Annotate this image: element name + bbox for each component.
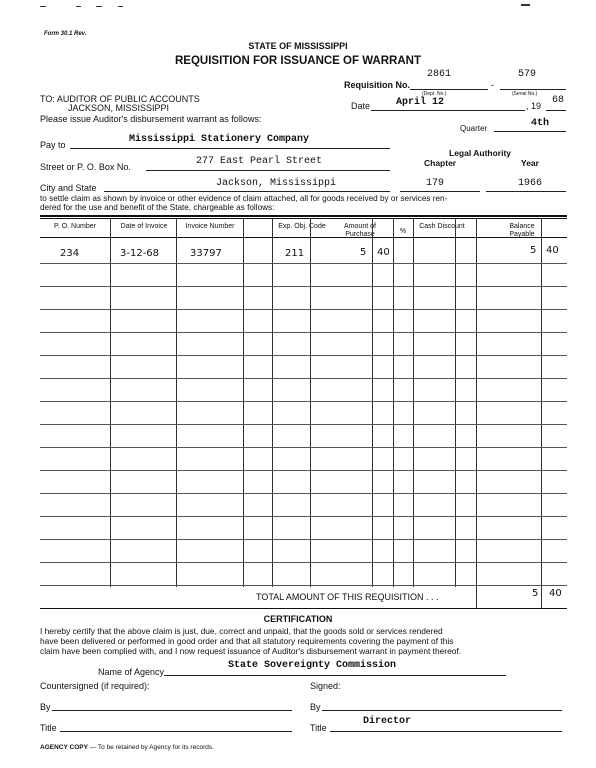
form-title: REQUISITION FOR ISSUANCE OF WARRANT bbox=[175, 55, 421, 67]
signed-label: Signed: bbox=[310, 681, 341, 691]
city-label: City and State bbox=[40, 183, 97, 193]
header-po-number: P. O. Number bbox=[54, 223, 96, 230]
signed-by-label: By bbox=[310, 702, 321, 712]
chapter-value: 179 bbox=[426, 178, 445, 189]
header-invoice-number: Invoice Number bbox=[185, 223, 235, 230]
date-value: April 12 bbox=[396, 97, 445, 108]
header-percent: % bbox=[399, 228, 407, 235]
total-cents: 40 bbox=[549, 588, 562, 599]
agency-copy-text: — To be retained by Agency for its records. bbox=[89, 744, 214, 751]
header-cash-discount: Cash Discount bbox=[419, 223, 465, 230]
certification-text-3: claim have been complied with, and I now request issuance of Auditor's disbursement warrant in payment thereof. bbox=[40, 646, 462, 656]
serial-number: 579 bbox=[518, 69, 537, 80]
to-line-1: TO: AUDITOR OF PUBLIC ACCOUNTS bbox=[40, 94, 200, 104]
certification-title: CERTIFICATION bbox=[263, 614, 333, 624]
state-title: STATE OF MISSISSIPPI bbox=[248, 41, 348, 51]
footer-note bbox=[40, 744, 214, 751]
signed-title-label: Title bbox=[310, 723, 327, 733]
header-amount-of-purchase: Amount of Purchase bbox=[344, 223, 376, 238]
countersigned-label: Countersigned (if required): bbox=[40, 681, 150, 691]
dept-no-caption: (Dept. No.) bbox=[422, 91, 447, 97]
invoice-date-cell: 3-12-68 bbox=[120, 248, 160, 259]
to-line-2: JACKSON, MISSISSIPPI bbox=[68, 103, 170, 113]
city-value: Jackson, Mississippi bbox=[216, 178, 337, 189]
certification-text-2: have been delivered or performed in good order and that all statutory requirements covering the payment of this bbox=[40, 636, 454, 646]
settle-text-1: to settle claim as shown by invoice or other evidence of claim attached, all for goods received by or services ren- bbox=[40, 194, 448, 203]
total-label: TOTAL AMOUNT OF THIS REQUISITION . . . bbox=[256, 592, 439, 602]
agency-copy-label: AGENCY COPY bbox=[40, 744, 88, 751]
year-label: Year bbox=[521, 158, 539, 168]
exp-code-cell: 211 bbox=[285, 248, 305, 259]
countersigned-title-label: Title bbox=[40, 723, 57, 733]
header-date-of-invoice: Date of Invoice bbox=[120, 223, 168, 230]
year-prefix: , 19 bbox=[526, 101, 542, 111]
chapter-label: Chapter bbox=[424, 158, 457, 168]
date-label: Date bbox=[351, 101, 371, 111]
street-value: 277 East Pearl Street bbox=[196, 156, 323, 167]
amount-cents-cell: 40 bbox=[377, 247, 390, 258]
instruction-text: Please issue Auditor's disbursement warrant as follows: bbox=[40, 114, 262, 124]
quarter-label: Quarter bbox=[460, 124, 488, 133]
total-dollars: 5 bbox=[532, 588, 539, 599]
year-value: 68 bbox=[552, 95, 565, 106]
agency-label: Name of Agency bbox=[98, 667, 165, 677]
po-number-cell: 234 bbox=[60, 248, 80, 259]
balance-cents-cell: 40 bbox=[546, 245, 559, 256]
form-number: Form 30.1 Rev. bbox=[44, 31, 87, 37]
invoice-number-cell: 33797 bbox=[190, 248, 222, 259]
amount-dollars-cell: 5 bbox=[360, 247, 367, 258]
certification-text-1: I hereby certify that the above claim is just, due, correct and unpaid, that the goods sold or services rendered bbox=[40, 626, 443, 636]
pay-to-value: Mississippi Stationery Company bbox=[129, 134, 310, 145]
quarter-value: 4th bbox=[531, 118, 550, 129]
authority-year-value: 1966 bbox=[518, 178, 543, 189]
balance-dollars-cell: 5 bbox=[530, 245, 537, 256]
legal-authority-title: Legal Authority bbox=[449, 148, 512, 158]
countersigned-by-label: By bbox=[40, 702, 51, 712]
serial-no-caption: (Serial No.) bbox=[512, 91, 538, 97]
settle-text-2: dered for the use and benefit of the State, chargeable as follows: bbox=[40, 203, 275, 212]
signed-title-value: Director bbox=[363, 716, 412, 727]
street-label: Street or P. O. Box No. bbox=[40, 162, 131, 172]
header-balance-payable: Balance Payable bbox=[509, 223, 535, 238]
agency-value: State Sovereignty Commission bbox=[228, 660, 397, 671]
requisition-label: Requisition No. bbox=[344, 80, 410, 90]
dept-number: 2861 bbox=[427, 69, 452, 80]
pay-to-label: Pay to bbox=[40, 140, 66, 150]
header-exp-obj-code: Exp. Obj. Code bbox=[278, 223, 326, 230]
